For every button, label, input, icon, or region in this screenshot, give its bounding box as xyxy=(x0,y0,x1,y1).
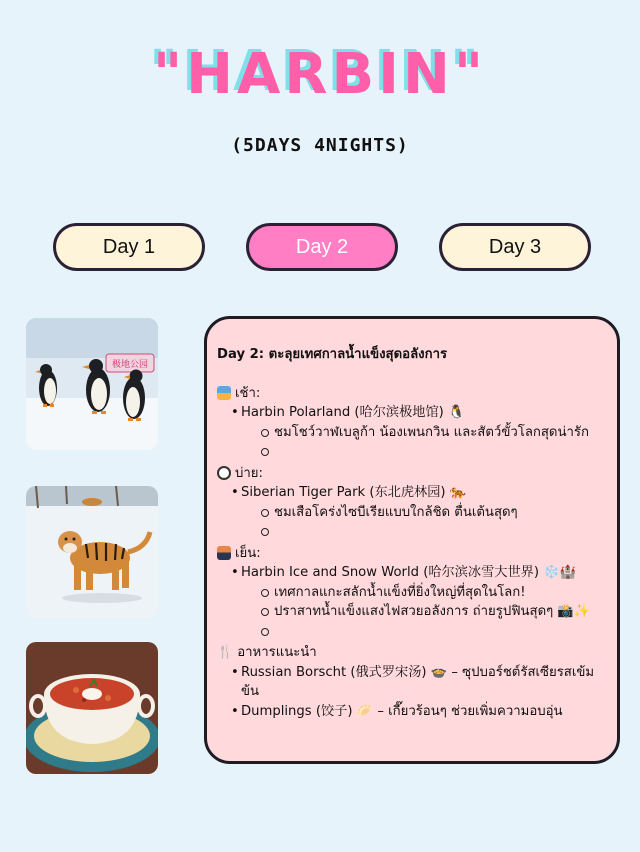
food-section xyxy=(217,643,607,721)
food-label: อาหารแนะนำ xyxy=(237,645,317,660)
evening-detail-empty xyxy=(261,622,607,642)
day-1-button[interactable]: Day 1 xyxy=(53,223,205,271)
afternoon-place: • Siberian Tiger Park (东北虎林园) 🐅 ชมเสือโคร่งไซบีเรียแบบใกล้ชิด ตื่นเต้นสุดๆ xyxy=(231,483,607,542)
page-subtitle: (5DAYS 4NIGHTS) xyxy=(231,135,409,156)
morning-section xyxy=(217,384,607,462)
afternoon-detail-empty xyxy=(261,522,607,542)
evening-detail: เทศกาลแกะสลักน้ำแข็งที่ยิ่งใหญ่ที่สุดในโลก! xyxy=(261,583,607,603)
morning-detail: ชมโชว์วาฬเบลูก้า น้องเพนกวิน และสัตว์ขั้วโลกสุดน่ารัก xyxy=(261,423,607,443)
itinerary-card xyxy=(204,316,620,764)
clock-icon xyxy=(217,466,231,480)
day-2-button[interactable]: Day 2 xyxy=(246,223,398,271)
food-item: • Dumplings (饺子) 🥟 – เกี๊ยวร้อนๆ ช่วยเพิ่มความอบอุ่น xyxy=(231,702,607,722)
sunrise-icon xyxy=(217,386,231,400)
food-item: • Russian Borscht (俄式罗宋汤) 🍲 – ซุปบอร์ชต์รัสเซียรสเข้มข้น xyxy=(231,663,607,702)
city-dusk-icon xyxy=(217,546,231,560)
sign-text: 极地公园 xyxy=(111,360,149,370)
evening-place: • Harbin Ice and Snow World (哈尔滨冰雪大世界) ❄️🏰 เทศกาลแกะสลักน้ำแข็งที่ยิ่งใหญ่ที่สุดในโลก! ปราสาทน้ำแข็งแสงไฟสวยอลังการ ถ่ายรูปฟินสุดๆ 📸✨ xyxy=(231,563,607,641)
itinerary-title: Day 2: ตะลุยเทศกาลน้ำแข็งสุดอลังการ xyxy=(217,347,448,362)
evening-label: เย็น: xyxy=(235,545,261,561)
afternoon-label: บ่าย: xyxy=(235,465,263,481)
evening-section xyxy=(217,544,607,642)
fork-knife-icon: 🍴 xyxy=(217,645,234,660)
morning-detail-empty xyxy=(261,442,607,462)
penguins-photo xyxy=(26,318,158,450)
tiger-photo xyxy=(26,486,158,618)
morning-label: เช้า: xyxy=(235,385,261,401)
borscht-photo xyxy=(26,642,158,774)
evening-detail: ปราสาทน้ำแข็งแสงไฟสวยอลังการ ถ่ายรูปฟินสุดๆ 📸✨ xyxy=(261,602,607,622)
afternoon-detail: ชมเสือโคร่งไซบีเรียแบบใกล้ชิด ตื่นเต้นสุดๆ xyxy=(261,503,607,523)
page-title: "HARBIN" xyxy=(152,42,488,107)
day-3-button[interactable]: Day 3 xyxy=(439,223,591,271)
morning-place: • Harbin Polarland (哈尔滨极地馆) 🐧 ชมโชว์วาฬเบลูก้า น้องเพนกวิน และสัตว์ขั้วโลกสุดน่ารัก xyxy=(231,403,607,462)
afternoon-section xyxy=(217,464,607,542)
